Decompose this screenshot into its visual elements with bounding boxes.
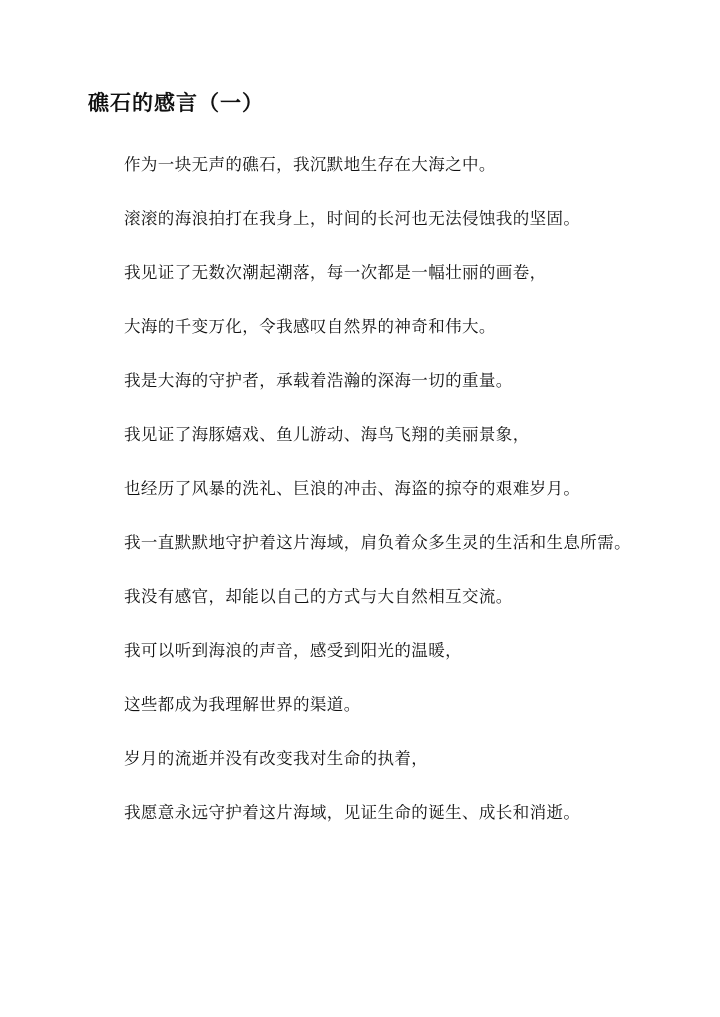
paragraph-1: 作为一块无声的礁石，我沉默地生存在大海之中。 [124, 155, 496, 174]
paragraph-12: 岁月的流逝并没有改变我对生命的执着， [124, 749, 429, 768]
paragraph-10: 我可以听到海浪的声音，感受到阳光的温暖， [124, 641, 462, 660]
document-title: 礁石的感言（一） [88, 90, 264, 115]
paragraph-7: 也经历了风暴的洗礼、巨浪的冲击、海盗的掠夺的艰难岁月。 [124, 479, 581, 498]
paragraph-5: 我是大海的守护者，承载着浩瀚的深海一切的重量。 [124, 371, 513, 390]
paragraph-13: 我愿意永远守护着这片海域，见证生命的诞生、成长和消逝。 [124, 803, 581, 822]
document-body [88, 150, 632, 852]
paragraph-3: 我见证了无数次潮起潮落，每一次都是一幅壮丽的画卷， [124, 263, 547, 282]
paragraph-8: 我一直默默地守护着这片海域，肩负着众多生灵的生活和生息所需。 [124, 533, 631, 552]
paragraph-11: 这些都成为我理解世界的渠道。 [124, 695, 361, 714]
paragraph-9: 我没有感官，却能以自己的方式与大自然相互交流。 [124, 587, 513, 606]
paragraph-6: 我见证了海豚嬉戏、鱼儿游动、海鸟飞翔的美丽景象， [124, 425, 530, 444]
paragraph-4: 大海的千变万化，令我感叹自然界的神奇和伟大。 [124, 317, 496, 336]
paragraph-2: 滚滚的海浪拍打在我身上，时间的长河也无法侵蚀我的坚固。 [124, 209, 581, 228]
